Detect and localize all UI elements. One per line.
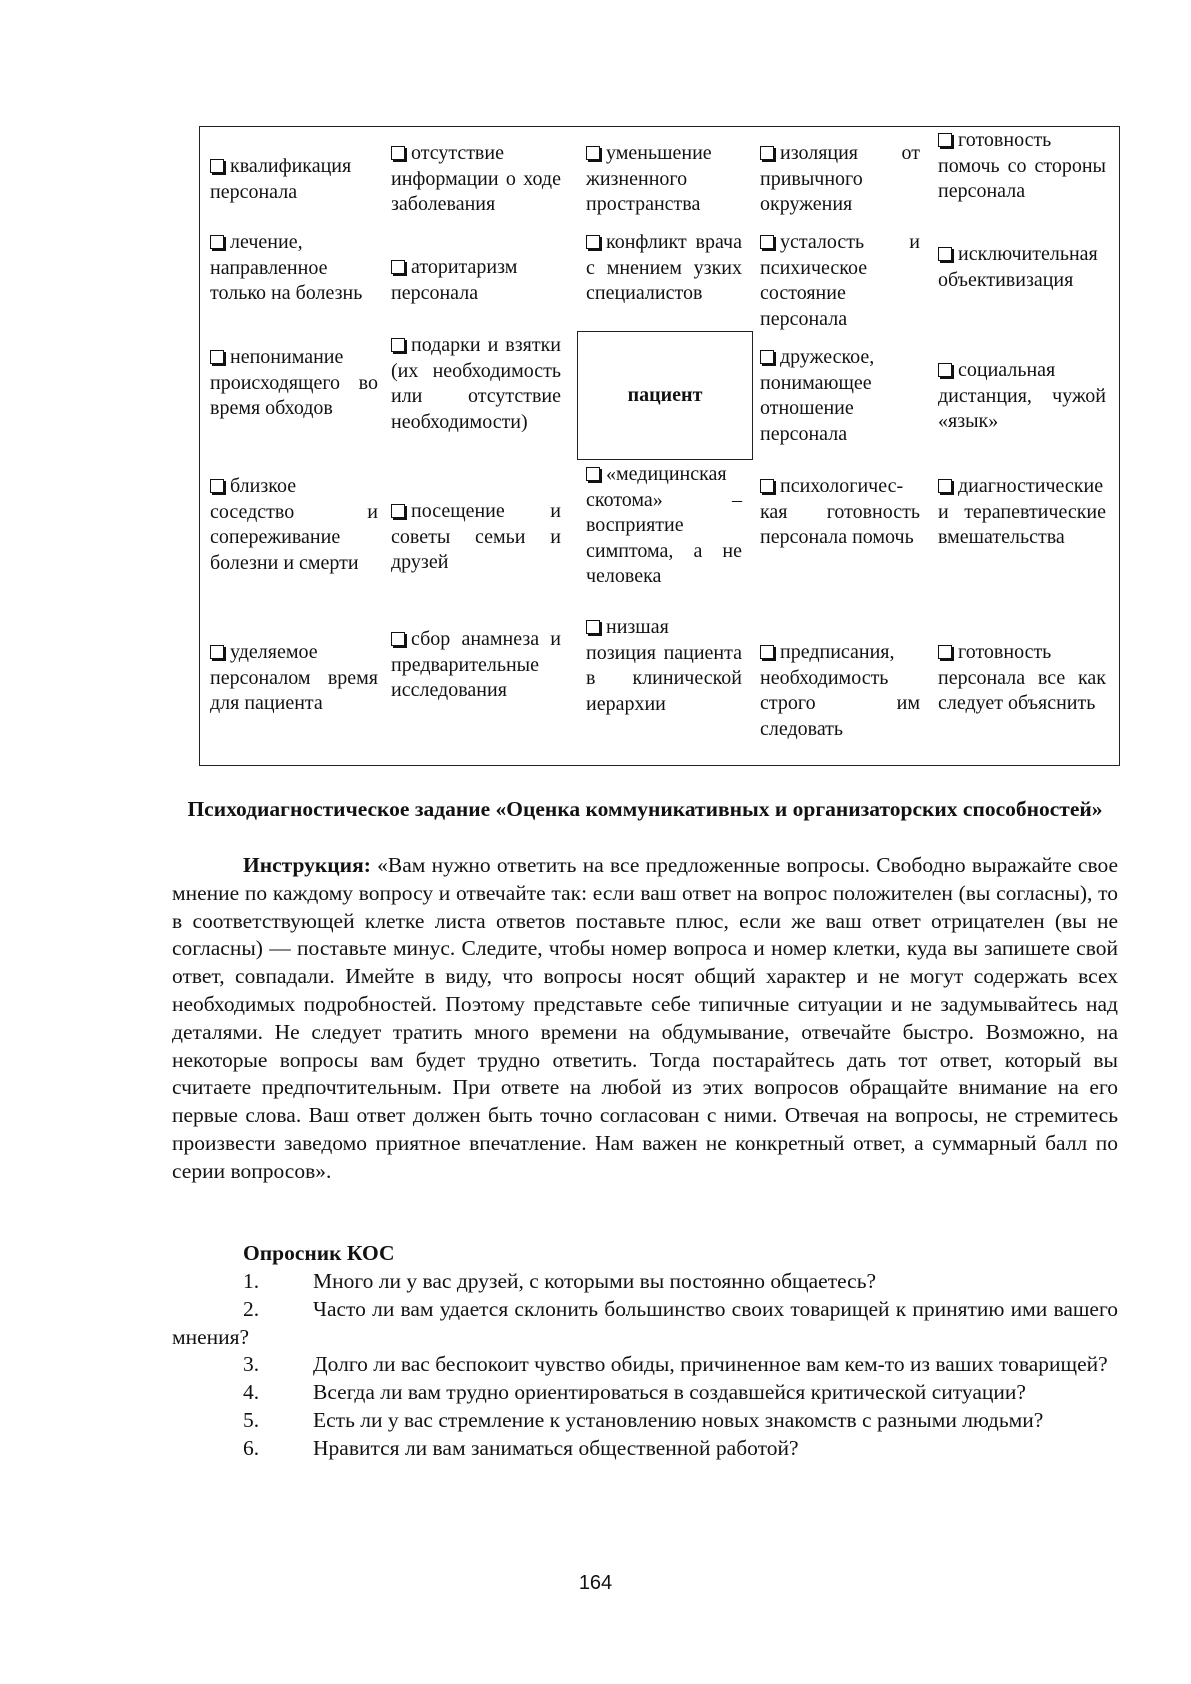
table-cell [210, 640, 378, 717]
question-text: Есть ли у вас стремление к установлению новых знакомств с разными людьми? [313, 1407, 1044, 1432]
table-cell [760, 640, 920, 742]
checkbox-icon [586, 467, 600, 481]
checkbox-icon [938, 645, 952, 659]
list-item [172, 1296, 1118, 1352]
checkbox-icon [760, 479, 774, 493]
patient-center-box [577, 331, 753, 460]
cell-text: посещение и советы семьи и друзей [391, 500, 561, 573]
cell-text: изоляция от привычного окружения [760, 142, 920, 215]
checkbox-icon [938, 247, 952, 261]
question-text: Много ли у вас друзей, с которыми вы постоянно общаетесь? [313, 1269, 877, 1293]
checkbox-icon [586, 235, 600, 249]
checkbox-icon [391, 260, 405, 274]
cell-text: сбор анамнеза и предварительные исследования [391, 628, 561, 701]
question-number: 3. [243, 1352, 260, 1377]
patient-label: пациент [627, 384, 703, 406]
table-cell [210, 474, 378, 576]
table-cell [938, 242, 1106, 293]
table-cell [938, 640, 1106, 717]
table-cell [210, 230, 378, 307]
table-cell [586, 141, 742, 218]
cell-text: низшая позиция пациента в клинической иерархии [586, 616, 742, 715]
table-cell [391, 255, 561, 306]
checkbox-icon [938, 479, 952, 493]
checkbox-icon [586, 620, 600, 634]
instruction-label: Инструкция: [243, 853, 371, 877]
table-cell [760, 141, 920, 218]
cell-text: квалификация персонала [210, 155, 352, 203]
question-text: Всегда ли вам трудно ориентироваться в создавшейся критической ситуации? [313, 1380, 1026, 1405]
cell-text: уделяемое персоналом время для пациента [210, 641, 378, 714]
checkbox-icon [210, 479, 224, 493]
cell-text: подарки и взятки (их необходимость или отсутствие необходимости) [391, 334, 561, 433]
checkbox-icon [210, 159, 224, 173]
instruction-text: «Вам нужно ответить на все предложенные вопросы. Свободно выражайте свое мнение по каждому вопросу и отвечайте так: если ваш ответ на вопрос положителен (вы согласны), то в соответствующей клетке листа ответов поставьте плюс, если же ваш ответ отрицателен (вы не согласны) — поставьте минус. Следите, чтобы номер вопроса и номер клетки, куда вы запишете свой ответ, совпадали. Имейте в виду, что вопросы носят общий характер и не могут содержать всех необходимых подробностей. Поэтому представьте себе типичные ситуации и не задумывайтесь над деталями. Не следует тратить много времени на обдумывание, отвечайте быстро. Возможно, на некоторые вопросы вам будет трудно ответить. Тогда постарайтесь дать тот ответ, который вы считаете предпочтительным. При ответе на любой из этих вопросов обращайте внимание на его первые слова. Ваш ответ должен быть точно согласован с ними. Отвечая на вопросы, не стремитесь произвести заведомо приятное впечатление. Нам важен не конкретный ответ, а суммарный балл по серии вопросов». [172, 853, 1118, 1183]
table-cell [938, 128, 1106, 205]
section-title: Психодиагностическое задание «Оценка коммуникативных и организаторских способностей» [187, 797, 1103, 821]
checkbox-icon [938, 133, 952, 147]
cell-text: отсутствие информации о ходе заболевания [391, 142, 561, 215]
checkbox-icon [760, 146, 774, 160]
cell-text: усталость и психическое состояние персонала [760, 231, 920, 330]
checkbox-icon [391, 146, 405, 160]
cell-text: социальная дистанция, чужой «язык» [938, 359, 1106, 432]
checkbox-icon [760, 645, 774, 659]
cell-text: близкое соседство и сопереживание болезни и смерти [210, 475, 378, 574]
table-cell [391, 499, 561, 576]
question-text: Нравится ли вам заниматься общественной работой? [313, 1435, 799, 1460]
question-number: 5. [243, 1407, 260, 1432]
table-cell [938, 358, 1106, 435]
checkbox-icon [210, 350, 224, 364]
cell-text: предписания, необходимость строго им следовать [760, 641, 920, 740]
table-cell [586, 462, 742, 590]
checkbox-icon [391, 504, 405, 518]
questionnaire-list [172, 1268, 1118, 1463]
cell-text: непонимание происходящего во время обходов [210, 346, 378, 419]
instruction-paragraph [172, 852, 1118, 1186]
checkbox-icon [210, 645, 224, 659]
question-number: 4. [243, 1380, 260, 1405]
checkbox-icon [760, 350, 774, 364]
cell-text: лечение, направленное только на болезнь [210, 231, 363, 304]
list-item [172, 1351, 1118, 1379]
table-cell [586, 230, 742, 307]
list-item [172, 1268, 1118, 1296]
table-cell [391, 627, 561, 704]
cell-text: исключительная объективизация [938, 243, 1098, 291]
table-cell [210, 345, 378, 422]
checkbox-icon [760, 235, 774, 249]
question-number: 6. [243, 1435, 260, 1460]
question-text: Часто ли вам удается склонить большинство своих товарищей к принятию ими вашего мнения? [172, 1296, 1118, 1349]
cell-text: дружеское, понимающее отношение персонала [760, 346, 875, 445]
question-number: 2. [243, 1296, 260, 1321]
checkbox-icon [391, 632, 405, 646]
table-cell [938, 474, 1106, 551]
questionnaire-title: Опросник КОС [243, 1241, 395, 1265]
cell-text: готовность помочь со стороны персонала [938, 129, 1106, 202]
cell-text: психологичес-кая готовность персонала помочь [760, 475, 920, 548]
list-item [172, 1435, 1118, 1463]
question-number: 1. [243, 1269, 260, 1293]
table-cell [391, 141, 561, 218]
checkbox-icon [938, 363, 952, 377]
cell-text: уменьшение жизненного пространства [586, 142, 712, 215]
cell-text: «медицинская скотома» – восприятие симптома, а не человека [586, 463, 742, 587]
cell-text: диагностические и терапевтические вмешательства [938, 475, 1106, 548]
page-number: 164 [578, 1572, 613, 1594]
question-text: Долго ли вас беспокоит чувство обиды, причиненное вам кем-то из ваших товарищей? [313, 1352, 1108, 1377]
list-item [172, 1407, 1118, 1435]
checkbox-icon [391, 338, 405, 352]
cell-text: конфликт врача с мнением узких специалистов [586, 231, 742, 304]
table-cell [760, 345, 920, 447]
checkbox-icon [210, 235, 224, 249]
table-cell [586, 615, 742, 717]
list-item [172, 1379, 1118, 1407]
table-cell [210, 154, 378, 205]
cell-text: готовность персонала все как следует объяснить [938, 641, 1106, 714]
checkbox-icon [586, 146, 600, 160]
cell-text: аторитаризм персонала [391, 256, 518, 304]
table-cell [760, 230, 920, 332]
table-cell [391, 333, 561, 435]
table-cell [760, 474, 920, 551]
